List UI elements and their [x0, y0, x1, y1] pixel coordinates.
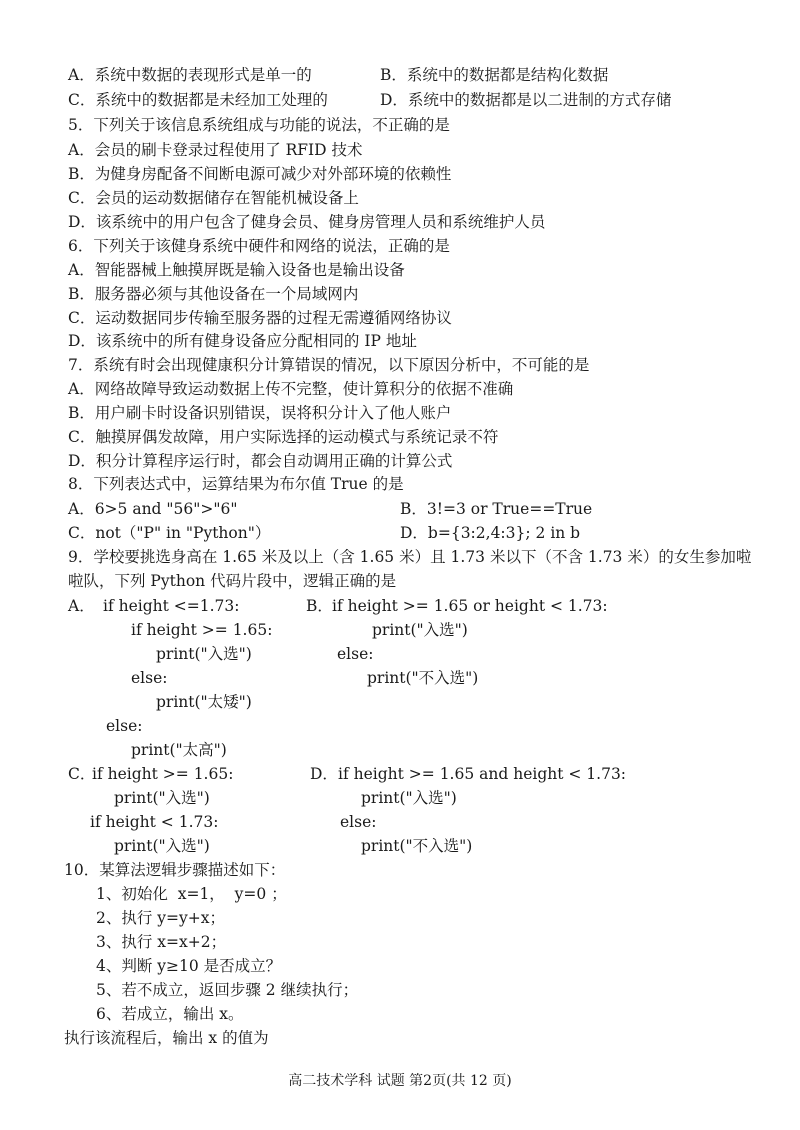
q9-option-a-code-line: print("太高"): [131, 741, 227, 759]
q10-step: 1、初始化 x=1， y=0 ；: [96, 885, 287, 903]
q8-option-a: A．6>5 and "56">"6": [68, 500, 238, 518]
q7-option-b: B．用户刷卡时设备识别错误，误将积分计入了他人账户: [68, 404, 452, 422]
q5-option-b: B．为健身房配备不间断电源可减少对外部环境的依赖性: [68, 165, 452, 183]
q4-option-a: A．系统中数据的表现形式是单一的: [68, 66, 312, 84]
q6-option-d: D．该系统中的所有健身设备应分配相同的 IP 地址: [68, 332, 417, 350]
page-footer: 高二技术学科 试题 第2页(共 12 页): [288, 1073, 512, 1089]
q9-option-d-code-line: print("不入选"): [361, 837, 473, 855]
q9-option-b-code-line: else:: [337, 645, 374, 663]
q9-option-b-code-line: print("不入选"): [367, 669, 479, 687]
q9-option-b-code-line: print("入选"): [372, 621, 468, 639]
q8-option-b: B．3!=3 or True==True: [400, 500, 593, 518]
q10-step: 6、若成立，输出 x。: [96, 1005, 244, 1023]
q5-option-c: C．会员的运动数据储存在智能机械设备上: [68, 189, 359, 207]
q9-option-b-label: B．: [306, 597, 333, 615]
q9-option-d-label: D．: [310, 765, 338, 783]
q8-stem: 8．下列表达式中，运算结果为布尔值 True 的是: [68, 475, 404, 493]
q8-option-c: C．not（"P" in "Python"）: [68, 524, 271, 542]
q9-option-a-code-line: print("太矮"): [156, 693, 252, 711]
q5-option-a: A．会员的刷卡登录过程使用了 RFID 技术: [68, 141, 363, 159]
q9-option-d-code-line: else:: [340, 813, 377, 831]
q5-stem: 5．下列关于该信息系统组成与功能的说法，不正确的是: [68, 116, 450, 134]
q10-step: 5、若不成立，返回步骤 2 继续执行；: [96, 981, 359, 999]
q9-option-d-code-line: if height >= 1.65 and height < 1.73:: [338, 765, 627, 783]
q9-option-a-code-line: if height >= 1.65:: [131, 621, 273, 639]
q9-option-c-code-line: if height >= 1.65:: [92, 765, 234, 783]
q9-option-a-code-line: if height <=1.73:: [103, 597, 240, 615]
q9-stem-line-2: 啦队，下列 Python 代码片段中，逻辑正确的是: [68, 572, 397, 590]
q5-option-d: D．该系统中的用户包含了健身会员、健身房管理人员和系统维护人员: [68, 213, 546, 231]
q6-option-c: C．运动数据同步传输至服务器的过程无需遵循网络协议: [68, 309, 452, 327]
q9-option-a-code-line: else:: [106, 717, 143, 735]
q6-option-a: A．智能器械上触摸屏既是输入设备也是输出设备: [68, 261, 405, 279]
q4-option-c: C．系统中的数据都是未经加工处理的: [68, 91, 328, 109]
q7-option-a: A．网络故障导致运动数据上传不完整，使计算积分的依据不准确: [68, 380, 514, 398]
q10-step: 2、执行 y=y+x；: [96, 909, 226, 927]
q9-option-a-label: A．: [68, 597, 95, 615]
q9-option-d-code-line: print("入选"): [361, 789, 457, 807]
q7-option-c: C．触摸屏偶发故障，用户实际选择的运动模式与系统记录不符: [68, 428, 499, 446]
q10-step: 4、判断 y≥10 是否成立？: [96, 957, 282, 975]
q9-option-c-label: C．: [68, 765, 96, 783]
q8-option-d: D．b={3:2,4:3}; 2 in b: [400, 524, 581, 542]
q10-step: 3、执行 x=x+2；: [96, 933, 227, 951]
q9-option-c-code-line: print("入选"): [114, 837, 210, 855]
q6-option-b: B．服务器必须与其他设备在一个局域网内: [68, 285, 359, 303]
q7-stem: 7．系统有时会出现健康积分计算错误的情况，以下原因分析中，不可能的是: [68, 356, 590, 374]
q9-stem-line-1: 9．学校要挑选身高在 1.65 米及以上（含 1.65 米）且 1.73 米以下（不含 1.73 米）的女生参加啦: [68, 548, 752, 566]
q6-stem: 6．下列关于该健身系统中硬件和网络的说法，正确的是: [68, 237, 450, 255]
q4-option-b: B．系统中的数据都是结构化数据: [380, 66, 609, 84]
q9-option-c-code-line: if height < 1.73:: [90, 813, 219, 831]
q4-option-d: D．系统中的数据都是以二进制的方式存储: [380, 91, 672, 109]
q10-closing: 执行该流程后，输出 x 的值为: [64, 1029, 269, 1047]
q9-option-a-code-line: print("入选"): [156, 645, 252, 663]
q9-option-c-code-line: print("入选"): [114, 789, 210, 807]
q7-option-d: D．积分计算程序运行时，都会自动调用正确的计算公式: [68, 452, 453, 470]
q9-option-a-code-line: else:: [131, 669, 168, 687]
q9-option-b-code-line: if height >= 1.65 or height < 1.73:: [332, 597, 608, 615]
q10-stem: 10．某算法逻辑步骤描述如下：: [64, 861, 286, 879]
